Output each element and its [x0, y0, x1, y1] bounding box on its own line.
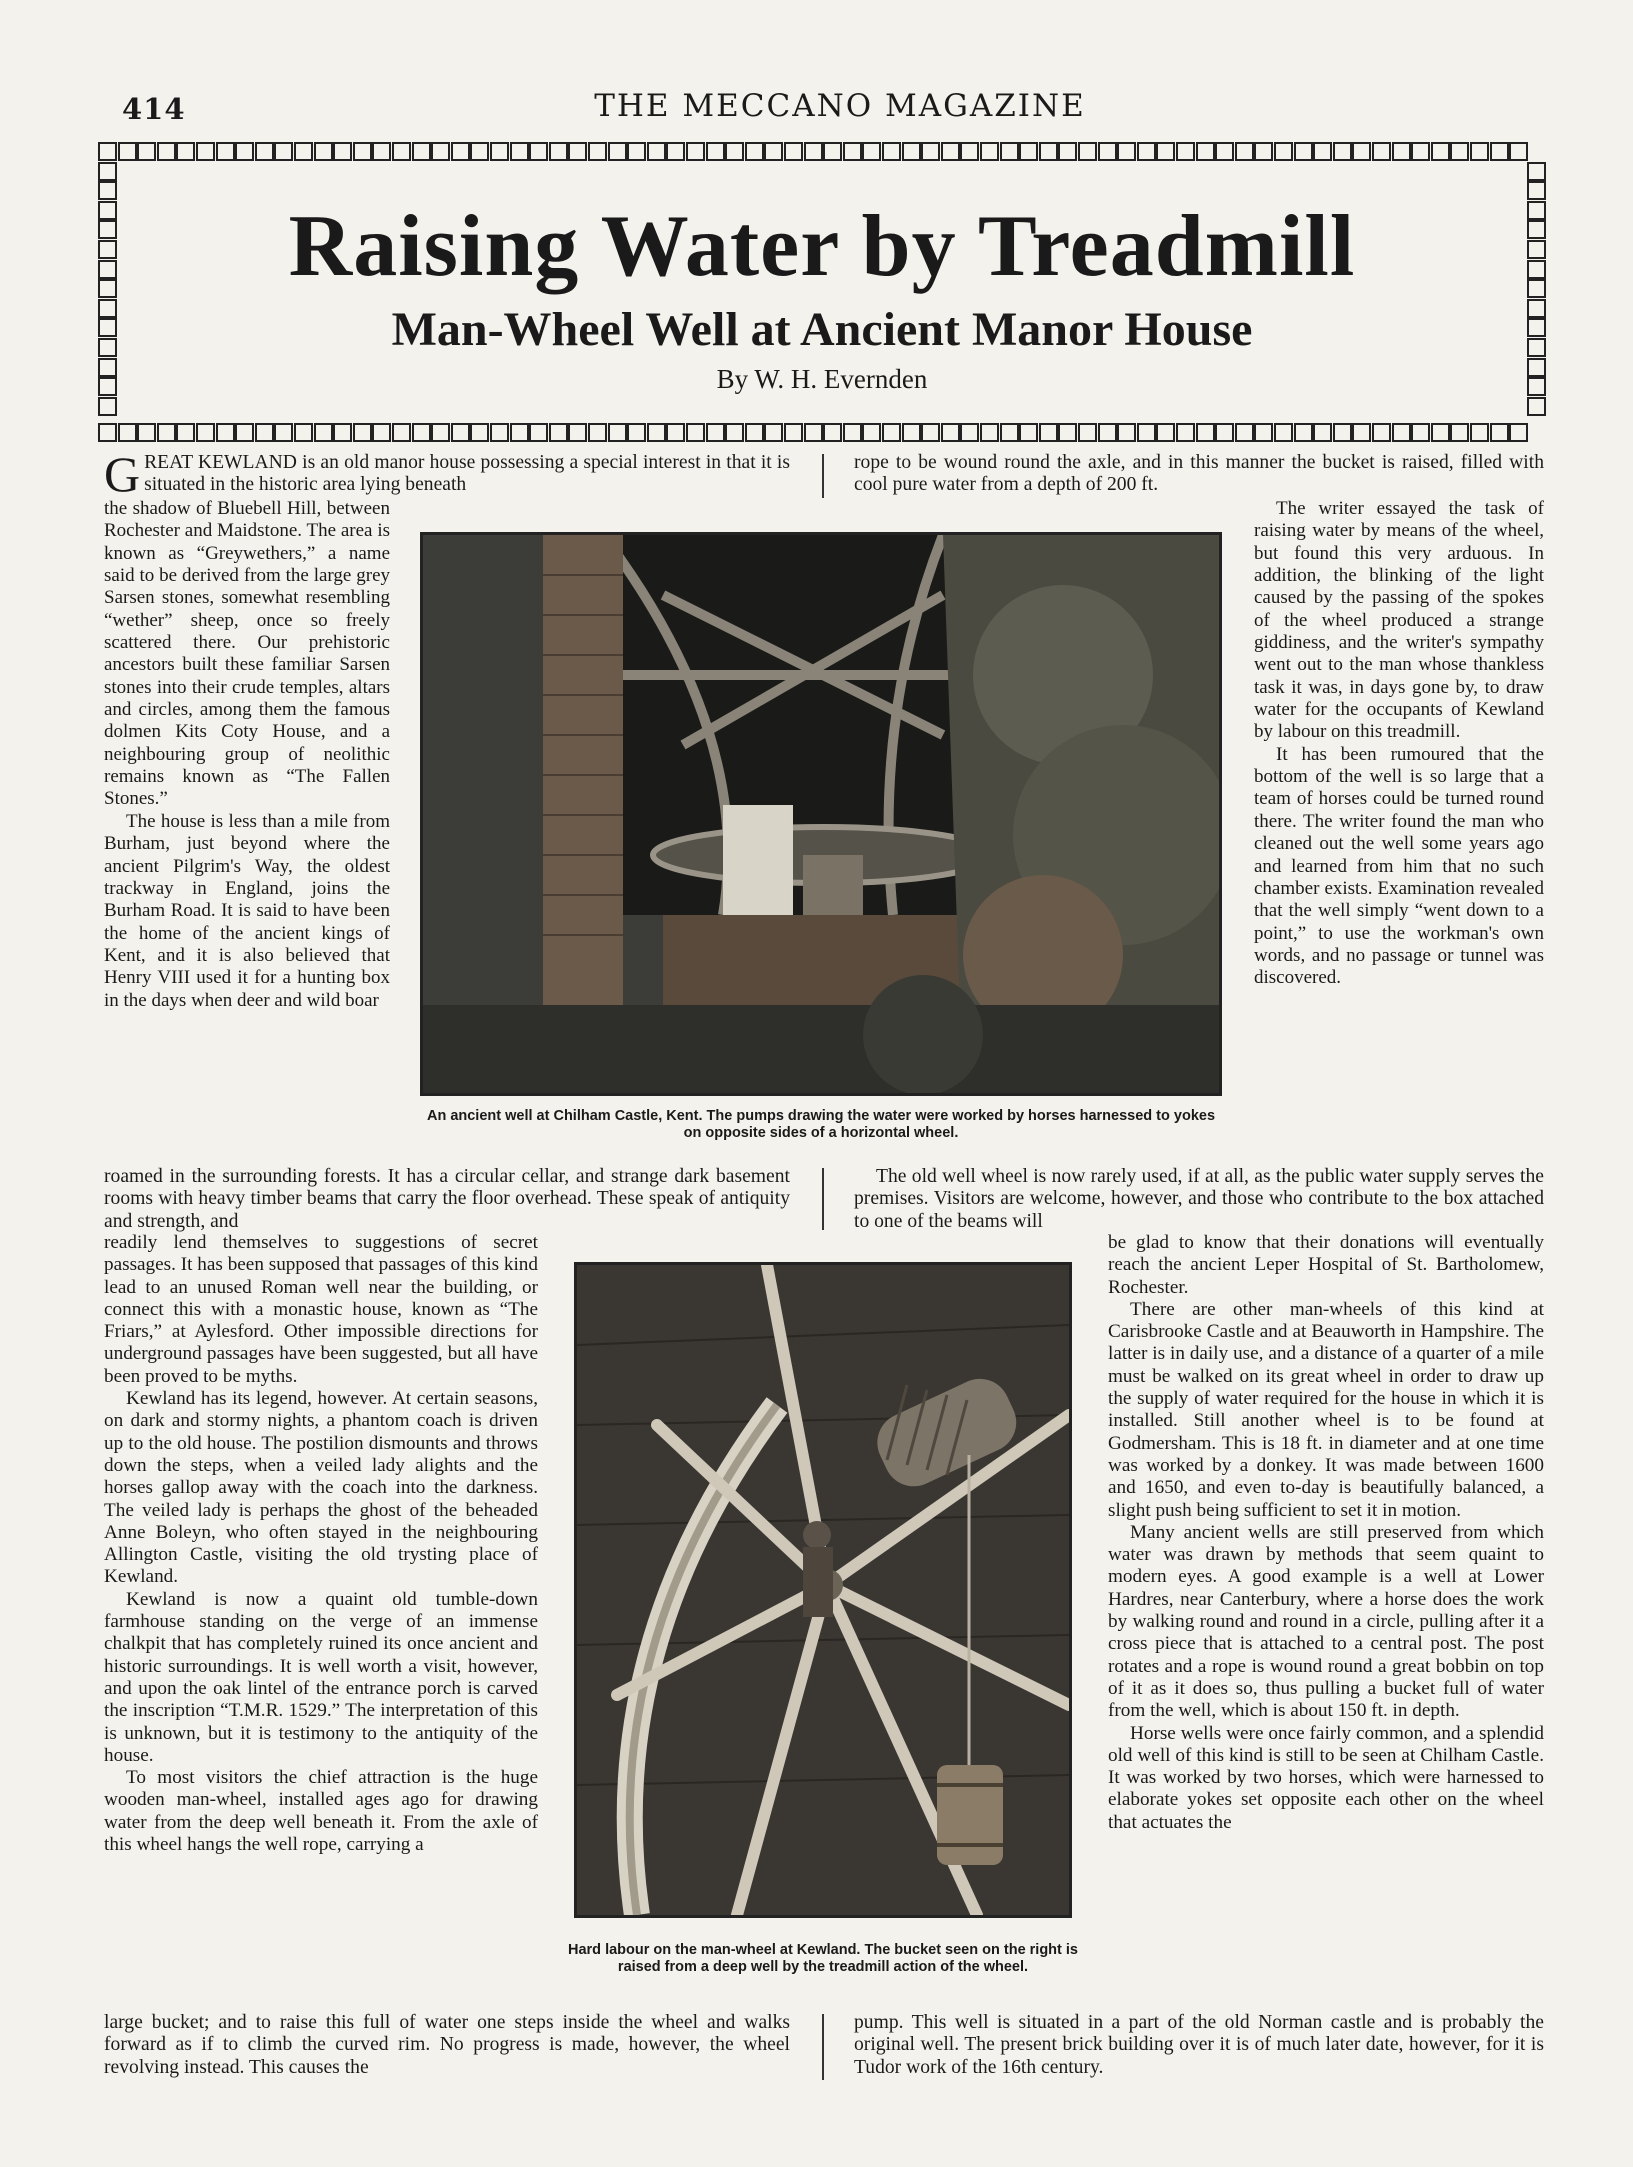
border-square — [372, 142, 391, 161]
border-square — [745, 423, 764, 442]
col2-mid — [854, 1166, 1544, 1233]
border-square — [608, 142, 627, 161]
border-square — [235, 142, 254, 161]
paragraph: be glad to know that their donations will eventually reach the ancient Leper Hospital of St. Bartholomew, Rochester. — [1108, 1232, 1544, 1298]
border-square — [1078, 142, 1097, 161]
border-square — [314, 423, 333, 442]
border-square — [1196, 142, 1215, 161]
border-square — [451, 423, 470, 442]
paragraph: Many ancient wells are still preserved from which water was drawn by methods that seem quaint to modern eyes. A good example is a well at Lower Hardres, near Canterbury, where a horse does the work by walking round and round in a circle, pulling after it a cross piece that is attached to a central post. The post rotates and a rope is wound round a great bobbin on top of it as it does so, thus pulling a bucket full of water from the well, which is about 150 ft. in depth. — [1108, 1521, 1544, 1722]
title-frame — [98, 142, 1546, 442]
border-square — [921, 142, 940, 161]
border-square — [1274, 142, 1293, 161]
border-square — [392, 142, 411, 161]
col1-mid — [104, 1166, 790, 1233]
border-square — [157, 142, 176, 161]
border-square — [216, 423, 235, 442]
border-square — [666, 423, 685, 442]
border-square — [98, 162, 117, 181]
border-square — [353, 142, 372, 161]
border-square — [1490, 423, 1509, 442]
border-square — [529, 423, 548, 442]
magazine-title: THE MECCANO MAGAZINE — [594, 88, 1086, 124]
border-square — [1235, 423, 1254, 442]
border-square — [1333, 423, 1352, 442]
border-square — [1294, 142, 1313, 161]
border-square — [98, 423, 117, 442]
border-square — [294, 142, 313, 161]
border-square — [902, 142, 921, 161]
paragraph: the shadow of Bluebell Hill, between Rochester and Maidstone. The area is known as “Greywethers,” a name said to be derived from the large grey Sarsen stones, somewhat resembling “wether” sheep, once so freely scattered there. Our prehistoric ancestors built these familiar Sarsen stones into their crude temples, altars and circles, among them the famous dolmen Kits Coty House, and a neighbouring group of neolithic remains known as “The Fallen Stones.” — [104, 498, 390, 810]
border-square — [647, 423, 666, 442]
border-square — [1000, 423, 1019, 442]
border-square — [1078, 423, 1097, 442]
border-square — [118, 142, 137, 161]
border-square — [568, 423, 587, 442]
border-square — [764, 142, 783, 161]
col2-lower — [1108, 1232, 1544, 1834]
border-square — [804, 142, 823, 161]
border-square — [98, 142, 117, 161]
border-square — [451, 142, 470, 161]
border-square — [549, 423, 568, 442]
border-square — [1176, 142, 1195, 161]
border-square — [980, 423, 999, 442]
border-square — [1431, 142, 1450, 161]
border-square — [1274, 423, 1293, 442]
border-square — [1470, 423, 1489, 442]
border-square — [196, 423, 215, 442]
border-square — [1156, 423, 1175, 442]
border-square — [529, 142, 548, 161]
paragraph: The old well wheel is now rarely used, if at all, as the public water supply serves the premises. Visitors are welcome, however, and those who contribute to the box attached to one of the beams will — [854, 1166, 1544, 1232]
border-square — [1039, 423, 1058, 442]
border-square — [176, 142, 195, 161]
border-square — [804, 423, 823, 442]
border-square — [1450, 142, 1469, 161]
paragraph: pump. This well is situated in a part of the old Norman castle and is probably the original well. The present brick building over it is of much later date, however, for it is Tudor work of the 16th century. — [854, 2012, 1544, 2078]
column-rule — [822, 1168, 824, 1230]
border-square — [196, 142, 215, 161]
paragraph: rope to be wound round the axle, and in this manner the bucket is raised, filled with cool pure water from a depth of 200 ft. — [854, 452, 1544, 496]
border-square — [1019, 423, 1038, 442]
border-square — [608, 423, 627, 442]
border-square — [412, 423, 431, 442]
paragraph: To most visitors the chief attraction is the huge wooden man-wheel, installed ages ago for drawing water from the deep well beneath it. From the axle of this wheel hangs the well rope, carrying a — [104, 1767, 538, 1856]
border-square — [1392, 423, 1411, 442]
border-square — [1137, 142, 1156, 161]
border-square — [1098, 423, 1117, 442]
border-square — [118, 423, 137, 442]
border-square — [216, 142, 235, 161]
border-square — [235, 423, 254, 442]
border-square — [470, 142, 489, 161]
border-square — [333, 142, 352, 161]
border-square — [333, 423, 352, 442]
border-square — [1333, 142, 1352, 161]
border-square — [1019, 142, 1038, 161]
border-square — [431, 142, 450, 161]
border-square — [1215, 142, 1234, 161]
border-square — [294, 423, 313, 442]
col1-bottom — [104, 2012, 790, 2079]
border-square — [902, 423, 921, 442]
paragraph: readily lend themselves to suggestions of secret passages. It has been supposed that passages of this kind lead to an unused Roman well near the building, or connect this with a monastic house, known as “The Friars,” at Aylesford. Other impossible directions for underground passages have been suggested, but all have been proved to be myths. — [104, 1232, 538, 1387]
border-square — [1098, 142, 1117, 161]
border-square — [274, 423, 293, 442]
border-square — [706, 423, 725, 442]
paragraph: large bucket; and to raise this full of water one steps inside the wheel and walks forward as if to climb the curved rim. No progress is made, however, the wheel revolving instead. This causes the — [104, 2012, 790, 2078]
col2-top — [854, 452, 1544, 497]
border-square — [1137, 423, 1156, 442]
paragraph: It has been rumoured that the bottom of the well is so large that a team of horses could be turned round there. The writer found the man who cleaned out the well some years ago and learned from him that no such chamber exists. Examination revealed that the well simply “went down to a point,” to use the workman's own words, and no passage or tunnel was discovered. — [1254, 743, 1544, 989]
border-square — [588, 423, 607, 442]
border-square — [843, 423, 862, 442]
border-square — [490, 142, 509, 161]
border-square — [1450, 423, 1469, 442]
photo-caption-top: An ancient well at Chilham Castle, Kent. The pumps drawing the water were worked by horses harnessed to yokes on opposite sides of a horizontal wheel. — [426, 1108, 1216, 1141]
col1-intro-text: REAT KEWLAND is an old manor house possessing a special interest in that it is situated in the historic area lying beneath — [144, 452, 790, 496]
border-square — [784, 423, 803, 442]
border-square — [1372, 142, 1391, 161]
border-square — [470, 423, 489, 442]
byline: By W. H. Evernden — [716, 364, 928, 394]
border-square — [510, 142, 529, 161]
border-square — [1235, 142, 1254, 161]
photo-caption-bottom: Hard labour on the man-wheel at Kewland. The bucket seen on the right is raised from a deep well by the treadmill action of the wheel. — [568, 1942, 1078, 1975]
border-square — [960, 423, 979, 442]
border-square — [255, 423, 274, 442]
border-square — [372, 423, 391, 442]
border-square — [941, 142, 960, 161]
border-square — [98, 397, 117, 416]
border-square — [1313, 142, 1332, 161]
border-square — [1490, 142, 1509, 161]
paragraph: roamed in the surrounding forests. It has a circular cellar, and strange dark basement rooms with heavy timber beams that carry the floor overhead. These speak of antiquity and strength, and — [104, 1166, 790, 1232]
border-square — [1470, 142, 1489, 161]
border-square — [1254, 423, 1273, 442]
border-square — [490, 423, 509, 442]
article-title: Raising Water by Treadmill — [288, 198, 1356, 295]
border-square — [137, 142, 156, 161]
border-square — [823, 142, 842, 161]
border-square — [1196, 423, 1215, 442]
paragraph: Kewland is now a quaint old tumble-down farmhouse standing on the verge of an immense chalkpit that has completely ruined its once ancient and historic surroundings. It is well worth a visit, however, and upon the oak lintel of the entrance porch is carved the inscription “T.M.R. 1529.” The interpretation of this is unknown, but it is testimony to the antiquity of the house. — [104, 1588, 538, 1766]
paragraph: The house is less than a mile from Burham, just beyond where the ancient Pilgrim's Way, the oldest trackway in England, joins the Burham Road. It is said to have been the home of the ancient kings of Kent, and it is also believed that Henry VIII used it for a hunting box in the days when deer and wild boar — [104, 810, 390, 1011]
border-square — [549, 142, 568, 161]
border-square — [1058, 142, 1077, 161]
border-square — [725, 423, 744, 442]
border-square — [980, 142, 999, 161]
border-square — [882, 423, 901, 442]
col2-narrow — [1254, 498, 1544, 990]
border-square — [588, 142, 607, 161]
border-square — [745, 142, 764, 161]
border-square — [1352, 142, 1371, 161]
well-illustration — [423, 535, 1219, 1093]
border-square — [1392, 142, 1411, 161]
article-subtitle: Man-Wheel Well at Ancient Manor House — [391, 303, 1253, 356]
border-square — [1372, 423, 1391, 442]
border-square — [823, 423, 842, 442]
border-square — [1527, 162, 1546, 181]
border-square — [882, 142, 901, 161]
border-square — [1431, 423, 1450, 442]
border-square — [1509, 142, 1528, 161]
border-square — [627, 142, 646, 161]
man-wheel-photo — [574, 1262, 1072, 1918]
border-square — [1117, 423, 1136, 442]
well-photo — [420, 532, 1222, 1096]
border-square — [274, 142, 293, 161]
paragraph: There are other man-wheels of this kind at Carisbrooke Castle and at Beauworth in Hampshire. The latter is in daily use, and a distance of a quarter of a mile must be walked on its great wheel in order to draw up the supply of water required for the house in which it is installed. Still another wheel is to be found at Godmersham. This is 18 ft. in diameter and at one time was worked by a donkey. It was made between 1600 and 1650, and even to-day is beautifully balanced, a slight push being sufficient to set it in motion. — [1108, 1298, 1544, 1521]
border-square — [412, 142, 431, 161]
paragraph: Horse wells were once fairly common, and a splendid old well of this kind is still to be seen at Chilham Castle. It was worked by two horses, which were harnessed to elaborate yokes set opposite each other on the wheel that actuates the — [1108, 1722, 1544, 1833]
border-square — [1294, 423, 1313, 442]
column-rule — [822, 2014, 824, 2080]
page-number: 414 — [122, 92, 186, 126]
border-square — [686, 423, 705, 442]
border-square — [255, 142, 274, 161]
border-square — [686, 142, 705, 161]
border-square — [627, 423, 646, 442]
col1-lower — [104, 1232, 538, 1856]
border-square — [941, 423, 960, 442]
border-square — [764, 423, 783, 442]
col1-narrow — [104, 498, 390, 1012]
paragraph: Kewland has its legend, however. At certain seasons, on dark and stormy nights, a phantom coach is driven up to the old house. The postilion dismounts and throws down the steps, when a veiled lady alights and the horses gallop away with the coach into the darkness. The veiled lady is perhaps the ghost of the beheaded Anne Boleyn, who often stayed in the neighbouring Allington Castle, visiting the old trysting place of Kewland. — [104, 1388, 538, 1588]
border-square — [176, 423, 195, 442]
border-square — [862, 142, 881, 161]
treadmill-illustration — [577, 1265, 1069, 1915]
border-square — [314, 142, 333, 161]
col2-bottom — [854, 2012, 1544, 2079]
border-square — [157, 423, 176, 442]
border-square — [647, 142, 666, 161]
drop-cap: G — [104, 446, 141, 502]
border-square — [784, 142, 803, 161]
border-square — [921, 423, 940, 442]
paragraph: The writer essayed the task of raising water by means of the wheel, but found this very arduous. In addition, the blinking of the light caused by the passing of the spokes of the wheel produced a strange giddiness, and the writer's sympathy went out to the man whose thankless task it was, in days gone by, to draw water for the occupants of Kewland by labour on this treadmill. — [1254, 498, 1544, 743]
border-square — [960, 142, 979, 161]
border-square — [666, 142, 685, 161]
border-square — [431, 423, 450, 442]
border-square — [1411, 423, 1430, 442]
border-square — [1156, 142, 1175, 161]
border-square — [353, 423, 372, 442]
border-square — [510, 423, 529, 442]
border-square — [1039, 142, 1058, 161]
border-square — [1313, 423, 1332, 442]
border-square — [1215, 423, 1234, 442]
col1-intro — [104, 446, 790, 502]
border-square — [1352, 423, 1371, 442]
border-square — [1509, 423, 1528, 442]
border-square — [1058, 423, 1077, 442]
border-square — [706, 142, 725, 161]
border-square — [1000, 142, 1019, 161]
column-rule — [822, 454, 824, 498]
border-square — [392, 423, 411, 442]
border-square — [1254, 142, 1273, 161]
border-square — [1117, 142, 1136, 161]
border-square — [137, 423, 156, 442]
border-square — [568, 142, 587, 161]
border-square — [1527, 397, 1546, 416]
border-square — [1176, 423, 1195, 442]
border-square — [1411, 142, 1430, 161]
border-square — [725, 142, 744, 161]
border-square — [843, 142, 862, 161]
border-square — [862, 423, 881, 442]
